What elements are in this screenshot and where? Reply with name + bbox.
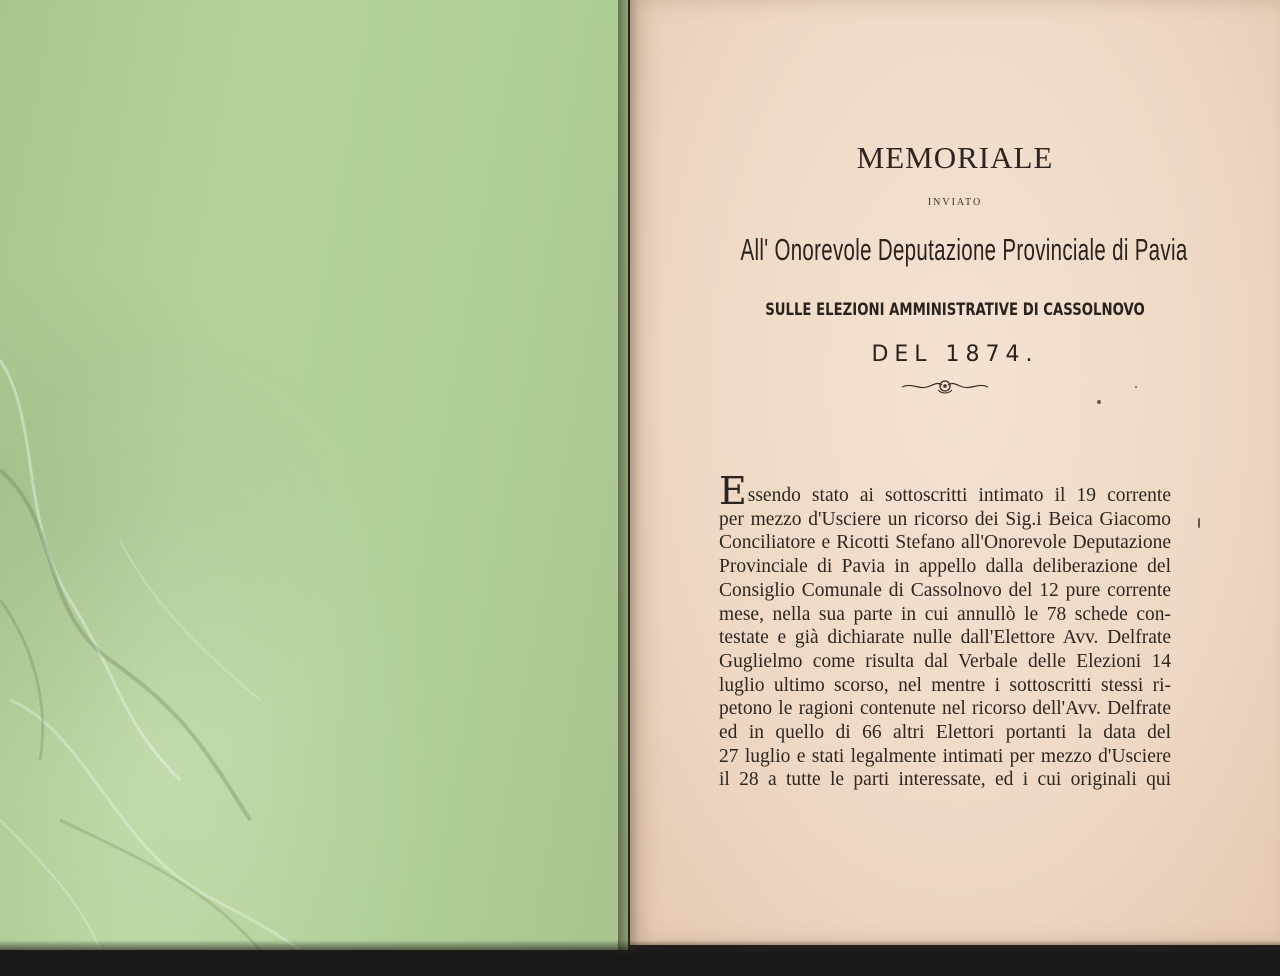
body-line-2: per mezzo d'Usciere un ricorso dei Sig.i Beica Giacomo	[719, 508, 1171, 530]
body-line-3: Conciliatore e Ricotti Stefano all'Onorevole Deputazione	[719, 532, 1171, 554]
paper-speck	[1097, 400, 1101, 404]
body-line-9: luglio ultimo scorso, nel mentre i sottoscritti stessi ri-	[719, 674, 1171, 696]
paper-speck	[1198, 518, 1200, 528]
page-title: MEMORIALE	[856, 140, 1054, 175]
addressee-line: All' Onorevole Deputazione Provinciale di Pavia	[740, 232, 1188, 267]
subtitle-inviato: INVIATO	[927, 197, 983, 208]
dropcap: E	[719, 469, 747, 513]
paper-speck	[1135, 386, 1137, 388]
body-line-13: il 28 a tutte le parti interessate, ed i cui originali qui	[719, 769, 1171, 791]
body-line-7: testate e già dichiarate nulle dall'Elettore Avv. Delfrate	[719, 627, 1171, 649]
year-line: DEL 1874.	[871, 342, 1039, 367]
bottom-shadow	[0, 940, 1280, 976]
ornament-flourish-icon	[900, 376, 990, 396]
body-line-1: Essendo stato ai sottoscritti intimato il 19 corrente	[719, 469, 1171, 513]
subject-line: SULLE ELEZIONI AMMINISTRATIVE DI CASSOLNOVO	[765, 300, 1145, 320]
body-line-8: Guglielmo come risulta dal Verbale delle Elezioni 14	[719, 650, 1171, 672]
cover-crease-marks	[0, 0, 628, 950]
body-line-12: 27 luglio e stati legalmente intimati per mezzo d'Usciere	[719, 745, 1171, 767]
spine-shadow	[618, 0, 640, 976]
body-line-5: Consiglio Comunale di Cassolnovo del 12 pure corrente	[719, 579, 1171, 601]
green-cover	[0, 0, 628, 950]
body-line-10: petono le ragioni contenute nel ricorso dell'Avv. Delfrate	[719, 698, 1171, 720]
printed-page	[630, 0, 1280, 945]
body-paragraph	[719, 469, 1171, 792]
body-line-4: Provinciale di Pavia in appello dalla deliberazione del	[719, 556, 1171, 578]
body-line-11: ed in quello di 66 altri Elettori portanti la data del	[719, 722, 1171, 744]
body-line-6: mese, nella sua parte in cui annullò le 78 schede con-	[719, 603, 1171, 625]
